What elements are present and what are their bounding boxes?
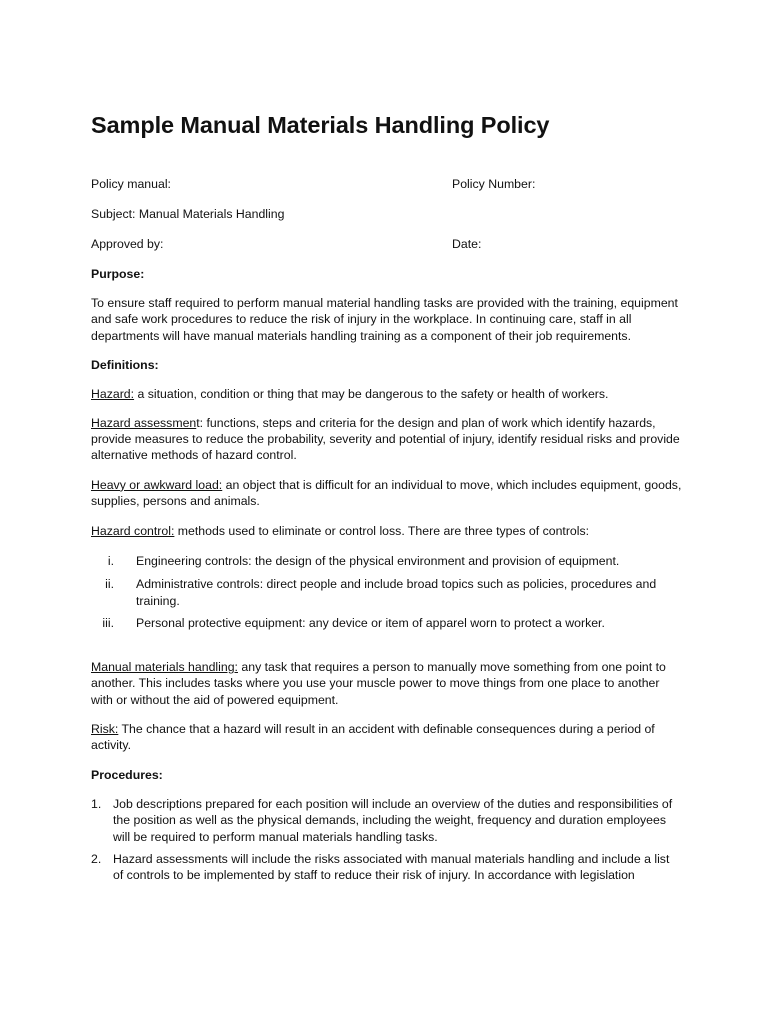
definition-hazard-assessment <box>91 415 683 464</box>
header-row-policy <box>91 176 683 206</box>
definition-term: Hazard: <box>91 387 135 402</box>
definition-manual-handling <box>91 659 683 708</box>
policy-document <box>91 110 683 884</box>
list-item <box>91 851 683 884</box>
procedures-heading: Procedures: <box>91 767 163 782</box>
definitions-heading: Definitions: <box>91 358 159 373</box>
list-item-number: i. <box>107 554 114 569</box>
definition-text: The chance that a hazard will result in an accident with definable consequences during a period of activity. <box>91 721 655 753</box>
list-item-number: 1. <box>91 796 102 811</box>
list-item-text: Administrative controls: direct people and include broad topics such as policies, procedures and training. <box>136 577 657 608</box>
definition-text: any task that requires a person to manually move something from one point to another. This includes tasks where you use your muscle power to move things from one place to another with or without the aid of powered equipment. <box>91 659 666 707</box>
policy-manual-label: Policy manual: <box>91 177 171 191</box>
list-item <box>91 796 683 845</box>
document-title: Sample Manual Materials Handling Policy <box>91 112 550 138</box>
definition-risk <box>91 721 683 754</box>
control-types-list <box>91 553 683 632</box>
purpose-text: To ensure staff required to perform manual material handling tasks are provided with the training, equipment and safe work procedures to reduce the risk of injury in the workplace. In continuing care, staff in all departments will have manual materials handling training as a component of their job requirements. <box>91 296 678 343</box>
definition-text: t: functions, steps and criteria for the design and plan of work which identify hazards, provide measures to reduce the probability, severity and potential of injury, identify residual risks and provide alternative methods of hazard control. <box>91 415 680 463</box>
definition-text: an object that is difficult for an individual to move, which includes equipment, goods, supplies, persons and animals. <box>91 477 682 509</box>
list-item-number: 2. <box>91 851 102 866</box>
definition-term: Heavy or awkward load: <box>91 477 223 492</box>
list-item <box>91 615 683 631</box>
list-item-text: Engineering controls: the design of the physical environment and provision of equipment. <box>136 554 620 569</box>
purpose-heading: Purpose: <box>91 267 145 281</box>
list-item-number: ii. <box>105 577 114 592</box>
procedures-list <box>91 796 683 884</box>
header-row-subject <box>91 206 683 236</box>
definition-hazard <box>91 386 683 402</box>
list-item-text: Hazard assessments will include the risks associated with manual materials handling and include a list of controls to be implemented by staff to reduce their risk of injury. In accordance with legislation <box>113 851 670 883</box>
definition-text: a situation, condition or thing that may be dangerous to the safety or health of workers. <box>134 387 609 402</box>
definition-term: Hazard control: <box>91 523 175 538</box>
definition-term: Manual materials handling: <box>91 659 238 674</box>
policy-number-label: Policy Number: <box>452 177 536 191</box>
list-item-text: Personal protective equipment: any device or item of apparel worn to protect a worker. <box>136 616 605 631</box>
definition-heavy-load <box>91 477 683 510</box>
definition-text: methods used to eliminate or control loss. There are three types of controls: <box>174 523 590 538</box>
date-label: Date: <box>452 237 482 251</box>
subject-label: Subject: Manual Materials Handling <box>91 207 285 221</box>
list-item-text: Job descriptions prepared for each position will include an overview of the duties and responsibilities of the position as well as the physical demands, including the weight, frequency and duration employees will be required to perform manual materials handling tasks. <box>113 796 673 844</box>
list-item-number: iii. <box>102 616 114 631</box>
definition-hazard-control <box>91 523 683 539</box>
definition-term: Hazard assessmen <box>91 415 197 430</box>
definition-term: Risk: <box>91 721 119 736</box>
header-row-approval <box>91 236 683 266</box>
list-item <box>91 576 683 609</box>
list-item <box>91 553 683 569</box>
approved-by-label: Approved by: <box>91 237 164 251</box>
